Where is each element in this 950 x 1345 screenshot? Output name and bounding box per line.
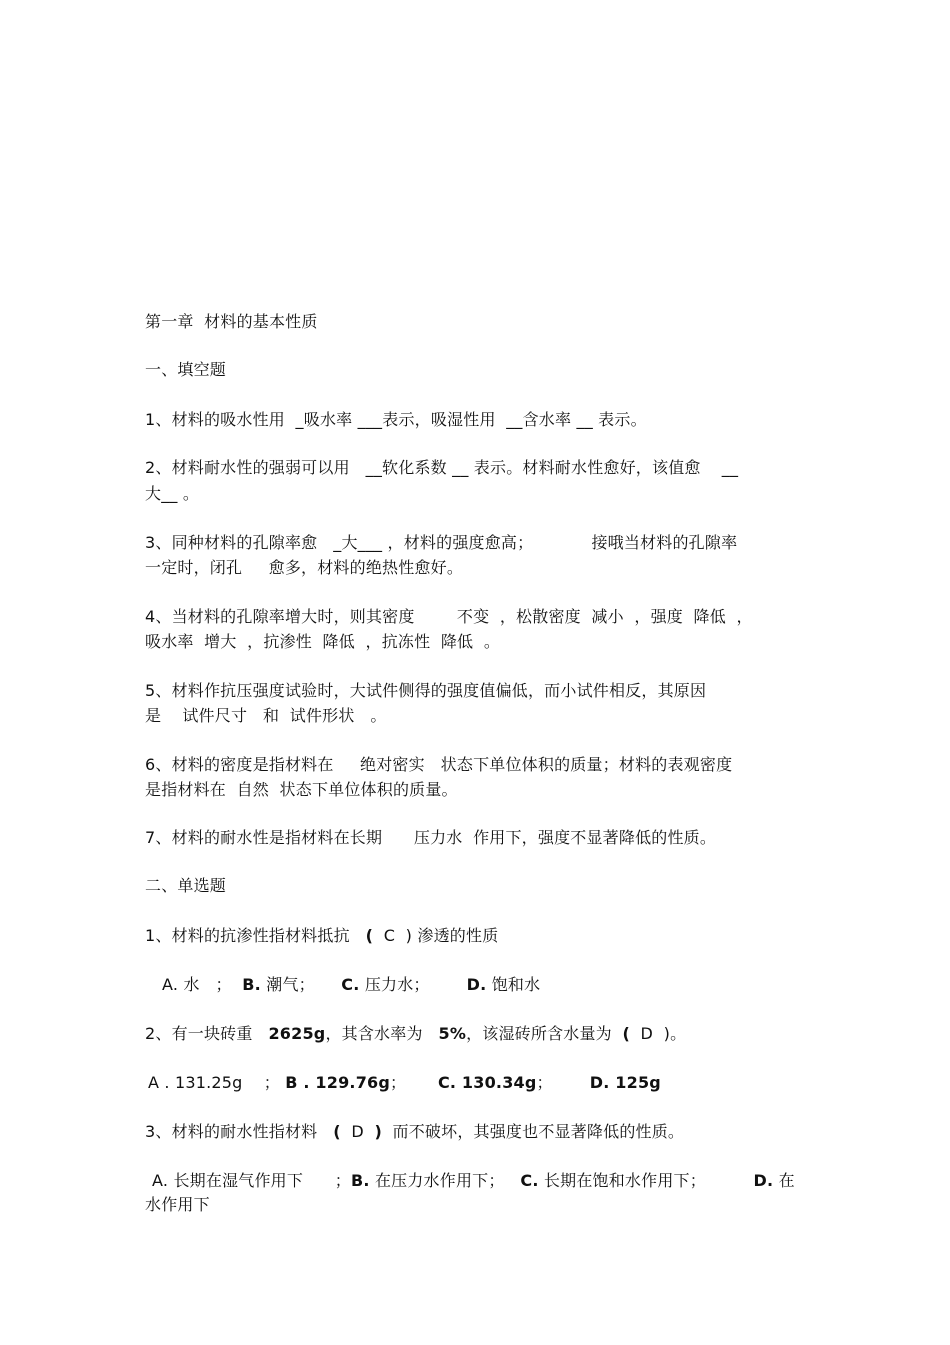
q2-stem-e: ，该湿砖所含水量为 [466,1024,623,1043]
q2-stem-i: 。 [670,1024,687,1043]
mc-question-2-stem [145,1022,686,1046]
q1-open-paren: ( [365,926,374,945]
q2-stem-c: ，其含水率为 [325,1024,439,1043]
fill-item-4-line-1: 4、当材料的孔隙率增大时，则其密度 不变 ，松散密度 减小 ，强度 降低 ， [145,607,753,626]
q3-option-d-key: D. [753,1171,774,1190]
q2-answer: D [629,1024,664,1043]
q3-answer: D [340,1122,375,1141]
q2-option-c: C. 130.34g [437,1073,537,1092]
q3-option-a-key: A. [152,1171,169,1190]
q3-option-b-text: 在压力水作用下； [369,1171,521,1190]
q2-sep-1: ； [242,1073,280,1092]
q3-option-a-text: 长期在湿气作用下 ； [168,1171,351,1190]
q1-option-b-text: 潮气； [260,975,315,994]
q3-close-paren: ) [374,1122,382,1141]
q2-stem-a: 2、有一块砖重 [145,1024,269,1043]
q2-option-d: D. 125g [589,1073,661,1092]
q1-option-d-text: 饱和水 [486,975,541,994]
q2-sep-2: ； [390,1073,407,1092]
q3-option-b-key: B. [350,1171,370,1190]
section1-heading: 一、填空题 [145,360,227,379]
fill-item-2-line-2: 大__ 。 [145,484,200,503]
q1-option-a-key: A. [162,975,179,994]
fill-item-4-line-2: 吸水率 增大 ，抗渗性 降低 ，抗冻性 降低 。 [145,632,501,651]
mc-question-3-options [152,1169,795,1193]
fill-item-6-line-2: 是指材料在 自然 状态下单位体积的质量。 [145,780,458,799]
q2-option-b: B . 129.76g [285,1073,391,1092]
mc-question-2-options [148,1071,661,1095]
q2-rate: 5% [438,1024,467,1043]
chapter-title: 第一章 材料的基本性质 [145,312,318,331]
mc-question-3-stem [145,1120,684,1144]
mc-question-3-option-d-cont: 水作用下 [145,1195,210,1214]
fill-item-5-line-1: 5、材料作抗压强度试验时，大试件侧得的强度值偏低，而小试件相反，其原因 [145,681,707,700]
q3-option-c-key: C. [520,1171,539,1190]
q1-option-c-text: 压力水； [359,975,430,994]
q2-weight: 2625g [268,1024,326,1043]
q3-stem-a: 3、材料的耐水性指材料 [145,1122,334,1141]
mc-question-1-stem [145,924,498,948]
fill-item-5-line-2: 是 试件尺寸 和 试件形状 。 [145,706,387,725]
mc-question-1-options [162,973,540,997]
q1-answer: C [373,926,406,945]
q2-open-paren: ( [622,1024,630,1043]
fill-item-6-line-1: 6、材料的密度是指材料在 绝对密实 状态下单位体积的质量；材料的表观密度 [145,755,733,774]
fill-item-1-line-1: 1、材料的吸水性用 _吸水率 ___表示，吸湿性用 __含水率 __ 表示。 [145,410,647,429]
q1-stem-post: 渗透的性质 [412,926,499,945]
q2-sep-3: ； [536,1073,553,1092]
q1-option-a-text: 水 ； [178,975,232,994]
q1-close-paren: ) [405,926,413,945]
q2-close-paren: ) [663,1024,671,1043]
q1-option-c-key: C. [341,975,360,994]
q3-stem-e: 而不破坏，其强度也不显著降低的性质。 [381,1122,685,1141]
fill-item-3-line-1: 3、同种材料的孔隙率愈 _大___ ，材料的强度愈高； 接哦当材料的孔隙率 [145,533,738,552]
q1-option-d-key: D. [466,975,487,994]
fill-item-7-line-1: 7、材料的耐水性是指材料在长期 压力水 作用下，强度不显著降低的性质。 [145,828,717,847]
fill-item-2-line-1: 2、材料耐水性的强弱可以用 __软化系数 __ 表示。材料耐水性愈好，该值愈 __ [145,458,739,477]
q3-option-c-text: 长期在饱和水作用下； [538,1171,754,1190]
section2-heading: 二、单选题 [145,876,227,895]
q1-option-b-key: B. [242,975,261,994]
q2-option-a: A . 131.25g [148,1073,243,1092]
q3-open-paren: ( [333,1122,341,1141]
fill-item-3-line-2: 一定时，闭孔 愈多，材料的绝热性愈好。 [145,558,464,577]
q1-stem-pre: 1、材料的抗渗性指材料抵抗 [145,926,366,945]
q3-option-d-text: 在 [773,1171,795,1190]
